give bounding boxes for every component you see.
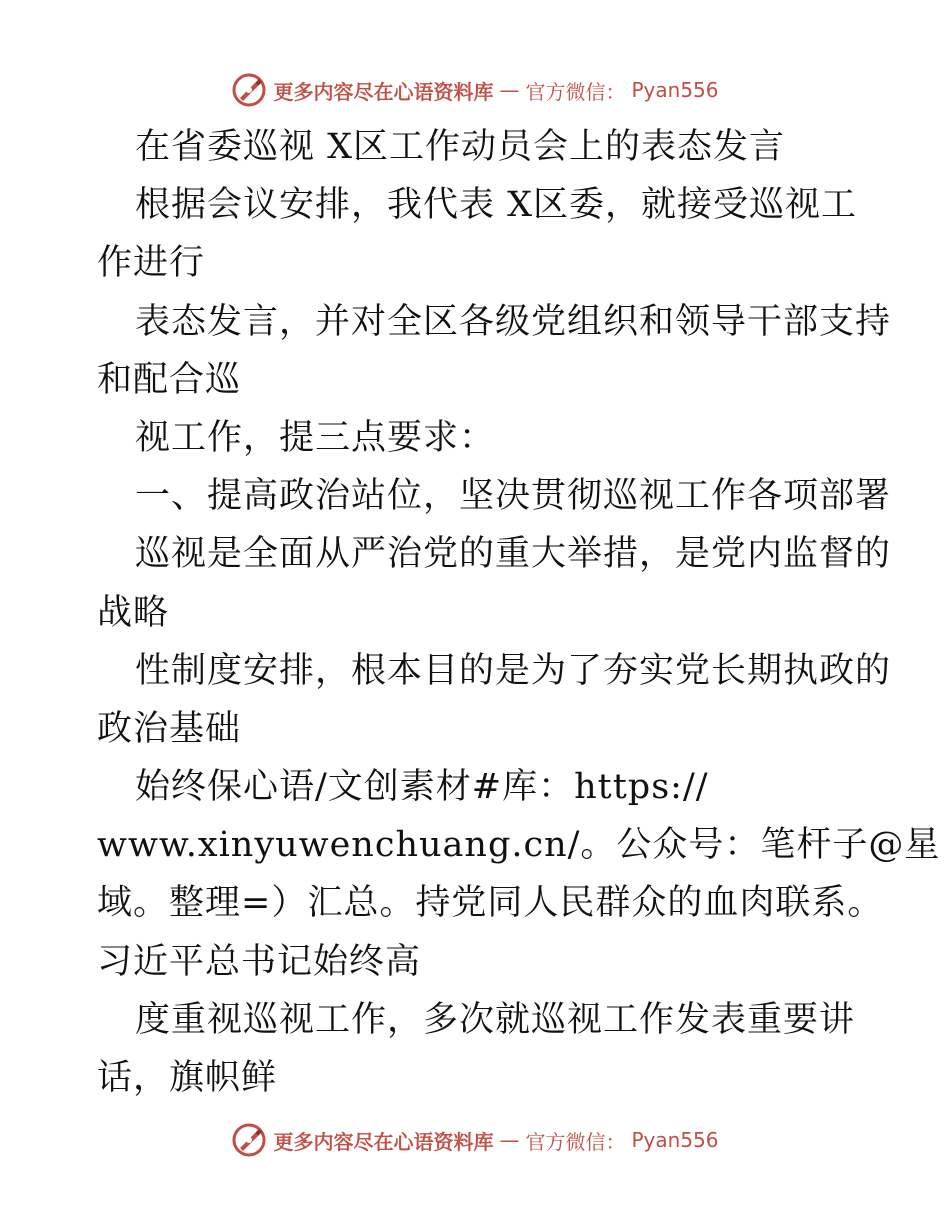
text-line: 度重视巡视工作，多次就巡视工作发表重要讲 bbox=[135, 999, 856, 1040]
text-line: 一、提高政治站位，坚决贯彻巡视工作各项部署 bbox=[135, 476, 892, 517]
text-line: 在省委巡视 X区工作动员会上的表态发言 bbox=[135, 127, 786, 167]
text-line: 视工作，提三点要求： bbox=[135, 417, 496, 458]
text-line: 表态发言，并对全区各级党组织和领导干部支持 bbox=[135, 301, 892, 342]
document-body bbox=[97, 118, 941, 1107]
text-line: 作进行 bbox=[97, 243, 206, 284]
banner-dash: — bbox=[499, 78, 520, 102]
banner-wechat-label: 官方微信： bbox=[525, 79, 626, 104]
text-line: 根据会议安排，我代表 X区委，就接受巡视工 bbox=[135, 185, 858, 226]
text-line: 始终保心语/文创素材#库：https:// bbox=[135, 767, 709, 808]
text-line: 性制度安排，根本目的是为了夯实党长期执政的 bbox=[135, 650, 892, 691]
text-line: www.xinyuwenchuang.cn/。公众号：笔杆子@星 bbox=[97, 825, 941, 866]
banner-wechat-id: Pyan556 bbox=[631, 1128, 719, 1152]
pen-logo-icon bbox=[231, 72, 267, 108]
text-line: 话，旗帜鲜 bbox=[97, 1058, 278, 1098]
banner-main-text: 更多内容尽在心语资料库 bbox=[273, 79, 494, 104]
footer-banner bbox=[0, 1118, 950, 1162]
banner-dash: — bbox=[499, 1128, 520, 1152]
text-line: 和配合巡 bbox=[97, 359, 242, 400]
text-line: 巡视是全面从严治党的重大举措，是党内监督的 bbox=[135, 534, 892, 575]
text-line: 域。整理=）汇总。持党同人民群众的血肉联系。 bbox=[97, 883, 884, 924]
banner-main-text: 更多内容尽在心语资料库 bbox=[273, 1129, 494, 1154]
banner-wechat-label: 官方微信： bbox=[525, 1129, 626, 1154]
banner-wechat-id: Pyan556 bbox=[631, 78, 719, 102]
text-line: 政治基础 bbox=[97, 708, 242, 749]
text-line: 战略 bbox=[97, 592, 170, 633]
header-banner bbox=[0, 68, 950, 112]
pen-logo-icon bbox=[231, 1122, 267, 1158]
text-line: 习近平总书记始终高 bbox=[97, 941, 422, 982]
